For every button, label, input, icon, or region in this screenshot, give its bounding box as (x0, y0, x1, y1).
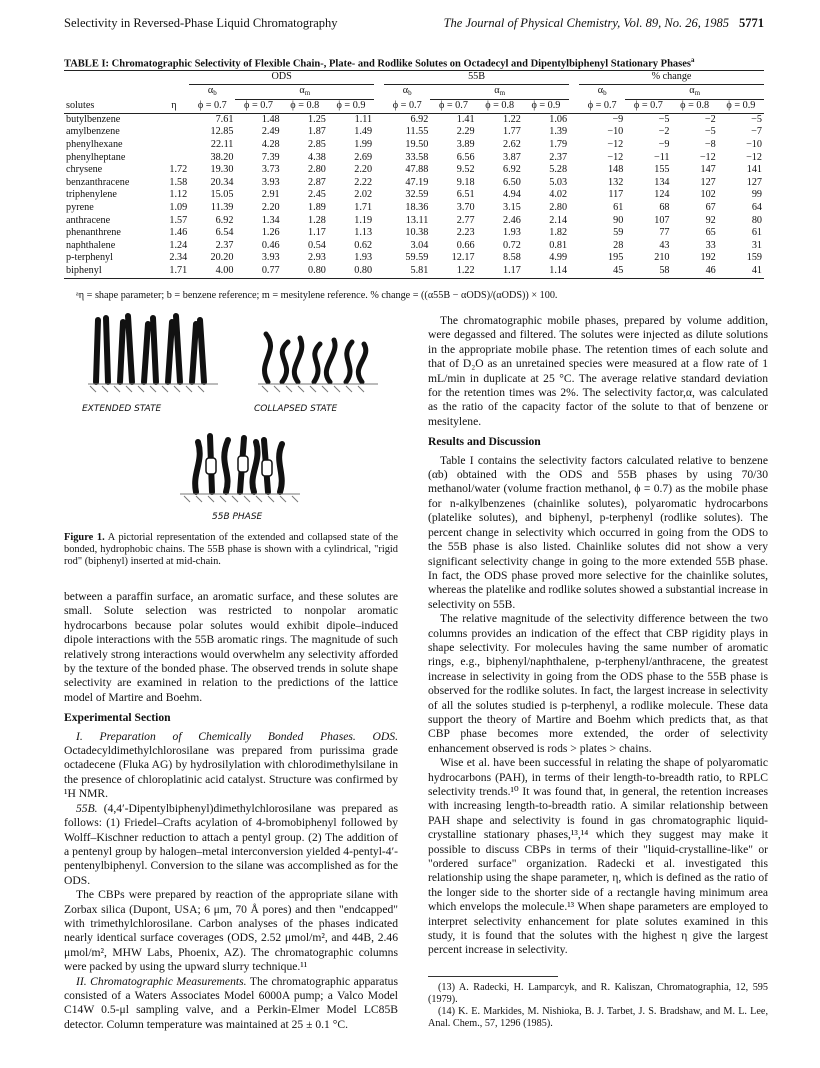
table-row (64, 215, 764, 228)
table-cell: 1.13 (354, 227, 373, 239)
table-cell: 0.80 (328, 265, 374, 278)
solute-name: naphthalene (66, 239, 116, 251)
table-cell: 59.59 (405, 252, 429, 264)
table-caption: TABLE I: Chromatographic Selectivity of Flexible Chain-, Plate- and Rodlike Solutes on Octadecyl and Dipentylbiphenyl Stationary Phases$^a$ (64, 56, 695, 70)
footnotes (428, 976, 768, 1030)
table-cell: 99 (751, 189, 762, 201)
table-cell: 1.48 (235, 113, 281, 126)
table-cell: 0.66 (456, 239, 475, 251)
figure-1 (68, 312, 398, 522)
section-heading-experimental: Experimental Section (64, 711, 171, 725)
table-cell: 47.88 (405, 164, 429, 176)
table-cell: 0.80 (282, 265, 328, 278)
table-cell: 2.62 (502, 138, 521, 150)
table-cell: 1.17 (308, 227, 326, 239)
table-cell: 1.39 (549, 126, 568, 138)
table-row (64, 189, 764, 202)
table-cell: 1.11 (328, 113, 374, 126)
table-cell: 7.61 (189, 113, 235, 126)
table-cell: 117 (608, 189, 624, 201)
table-cell: 4.00 (189, 265, 235, 278)
table-cell: 2.49 (261, 126, 280, 138)
table-cell: 1.14 (523, 265, 569, 278)
table-cell: 0.62 (354, 239, 373, 251)
table-cell: 32.59 (405, 189, 429, 201)
table-cell: 1.49 (354, 126, 373, 138)
table-cell: 2.93 (308, 252, 326, 264)
table-cell: 5.28 (549, 164, 568, 176)
table-row (64, 152, 764, 165)
table-cell: 1.17 (477, 265, 523, 278)
table-cell: 33.58 (405, 151, 429, 163)
solute-name: triphenylene (66, 189, 117, 201)
table-cell: −2 (658, 126, 670, 138)
table-cell: 2.20 (354, 164, 373, 176)
table-cell: 28 (613, 239, 624, 251)
table-cell: 90 (613, 214, 624, 226)
table-cell: 4.02 (549, 189, 568, 201)
table-cell: 8.58 (502, 252, 521, 264)
table-cell: 2.87 (308, 176, 326, 188)
table-cell: 2.91 (261, 189, 280, 201)
table-cell: 41 (718, 265, 764, 278)
table-cell: −8 (704, 138, 716, 150)
table-cell: 3.70 (456, 201, 475, 213)
table-cell: −2 (672, 113, 718, 126)
group-pct-change: % change (579, 71, 764, 85)
table-cell: 12.17 (451, 252, 475, 264)
table-cell: 9.52 (456, 164, 475, 176)
table-cell: 6.50 (502, 176, 521, 188)
table-cell: −10 (746, 138, 762, 150)
table-cell: 80 (751, 214, 762, 226)
table-row (64, 202, 764, 215)
table-cell: −5 (704, 126, 716, 138)
table-cell: 3.73 (261, 164, 280, 176)
paragraph: Wise et al. have been successful in relating the shape of polyaromatic hydrocarbons (PAH), in terms of their length-to-breadth ratio, to RPLC selectivity trends.¹⁰ It was found that, in general, the retention increases with increasing length-to-breadth ratio. A similar relationship between PAH shape and selectivity is found in gas chromatographic liquid-crystalline stationary phases,¹³,¹⁴ which they suggest may make it possible to discuss CBPs in terms of their "liquid-crystalline-like" or "ordered surface" organization. Radecki et al. investigated this relationship using the shape parameter, η, which is defined as the ratio of the longer side to the shorter side of a rectangle having minimum area which envelops the molecule.¹³ When shape parameters are employed to interpret selectivity enhancement for plate solutes examined in this study, it is found that the solutes with the highest η give the largest percent increase in selectivity. (428, 756, 768, 957)
table-cell: 31 (751, 239, 762, 251)
table-cell: 59 (613, 227, 624, 239)
table-cell: 1.24 (169, 239, 188, 251)
table-cell: 6.56 (456, 151, 475, 163)
footnote-13: (13) A. Radecki, H. Lamparcyk, and R. Kaliszan, Chromatographia, 12, 595 (1979). (428, 982, 768, 1005)
table-cell: 2.77 (456, 214, 475, 226)
solute-name: p-terphenyl (66, 252, 113, 264)
table-row (64, 139, 764, 152)
table-cell: 127 (746, 176, 762, 188)
table-cell (159, 126, 190, 139)
table-cell: 2.69 (354, 151, 373, 163)
table-cell: 2.20 (261, 201, 280, 213)
table-cell: 3.04 (410, 239, 429, 251)
table-cell: −9 (579, 113, 625, 126)
table-cell (159, 139, 190, 152)
table-cell: 4.38 (308, 151, 326, 163)
table-cell: 1.41 (430, 113, 476, 126)
table-cell: −12 (607, 138, 624, 150)
table-cell: −11 (653, 151, 670, 163)
table-cell: 92 (705, 214, 716, 226)
table-cell: 4.28 (261, 138, 280, 150)
table-cell: 20.34 (210, 176, 234, 188)
table-cell: 3.89 (456, 138, 475, 150)
paragraph: between a paraffin surface, an aromatic surface, and these solutes are small. Solute selection was restricted to nonpolar aromatic hydrocarbons because polar solutes would exhibit dipole–induced dipole interactions with the 55B aromatic rings. The magnitude of such relatively strong interactions would overwhelm any selectivity afforded by the texture of the bonded phase. The observed trends in solute shape selectivity are examined in relation to the predictions of the lattice model of Martire and Boehm. (64, 590, 398, 704)
table-cell: 2.45 (308, 189, 326, 201)
table-cell: 61 (751, 227, 762, 239)
table-cell: 1.77 (502, 126, 521, 138)
table-cell: 9.18 (456, 176, 475, 188)
table-cell: 68 (659, 201, 670, 213)
paragraph: II. Chromatographic Measurements. The chromatographic apparatus consisted of a Waters Associates Model 6000A pump; a Valco Model C14W 0.5-μl sampling valve, and a Perkin-Elmer Model LC85B detector. Column temperature was maintained at 25 ± 0.1 °C. (64, 974, 398, 1031)
table-cell: 43 (659, 239, 670, 251)
table-cell: 12.85 (210, 126, 234, 138)
table-cell: 102 (700, 189, 716, 201)
solute-name: benzanthracene (66, 176, 130, 188)
right-column (428, 314, 768, 958)
table-cell: 1.34 (261, 214, 280, 226)
table-cell: 6.54 (215, 227, 234, 239)
table-cell: 1.26 (261, 227, 280, 239)
table-cell: 1.71 (354, 201, 373, 213)
table-cell: 77 (659, 227, 670, 239)
table-cell: 1.19 (354, 214, 373, 226)
table-cell: −5 (718, 113, 764, 126)
table-row (64, 240, 764, 253)
table-cell: 5.03 (549, 176, 568, 188)
table-cell: −12 (607, 151, 624, 163)
table-cell: 1.28 (308, 214, 326, 226)
table-cell: 64 (751, 201, 762, 213)
solute-name: amylbenzene (66, 126, 120, 138)
table-cell: 2.23 (456, 227, 475, 239)
solute-name: butylbenzene (64, 113, 159, 126)
table-group-header (64, 71, 764, 85)
table-cell: −7 (751, 126, 762, 138)
table-cell: 1.22 (477, 113, 523, 126)
table-row (64, 164, 764, 177)
label-collapsed-state: COLLAPSED STATE (254, 404, 338, 414)
table-cell (159, 152, 190, 165)
paragraph: The CBPs were prepared by reaction of the appropriate silane with Zorbax silica (Dupont, USA; 6 μm, 70 Å pores) and then "endcapped" with trimethylchlorosilane. Carbon analyses of the phases indicated nearly identical surface coverages (ODS, 2.52 μmol/m², and 44B, 2.46 μmol/m², MHW Labs, Phoenix, AZ). The chromatographic columns were packed by using the upward slurry technique.¹¹ (64, 888, 398, 974)
table-cell: 6.51 (456, 189, 475, 201)
table-cell: 1.89 (308, 201, 326, 213)
table-row (64, 126, 764, 139)
table-cell: 210 (654, 252, 670, 264)
table-cell: 11.39 (210, 201, 234, 213)
solute-name: chrysene (66, 164, 103, 176)
table-cell: 1.12 (169, 189, 188, 201)
table-cell: 1.46 (169, 227, 188, 239)
table-cell: 159 (746, 252, 762, 264)
table-cell: 2.46 (502, 214, 521, 226)
table-cell: 141 (746, 164, 762, 176)
table-cell: 127 (700, 176, 716, 188)
table-cell: 1.93 (354, 252, 373, 264)
table-cell: 1.87 (308, 126, 326, 138)
table-cell: 147 (700, 164, 716, 176)
running-header (64, 16, 764, 36)
table-row (64, 265, 764, 278)
table-row (64, 252, 764, 265)
table-cell: 195 (608, 252, 624, 264)
paragraph: Table I contains the selectivity factors calculated relative to benzene (αb) obtained with the ODS and 55B phases by using 70/30 methanol/water (volume fraction methanol, ϕ = 0.7) as the mobile phase for n-alkylbenzenes (chainlike solutes), polyaromatic hydrocarbons (platelike solutes), and biphenyl, p-terphenyl (rodlike solutes). The percent change in selectivity which occurred in going from the ODS to the 55B phase is also listed. Chainlike solutes did not show a very significant selectivity change in going to the more extended 55B phase. In fact, the ODS phase proved more selective for the chainlike solutes, whereas the platelike and rodlike solutes showed a substantial increase in selectivity on 55B. (428, 453, 768, 611)
table-cell: 2.37 (549, 151, 568, 163)
table-cell: 2.29 (456, 126, 475, 138)
paragraph: 55B. (4,4′-Dipentylbiphenyl)dimethylchlorosilane was prepared as follows: (1) Friedel–Crafts acylation of 4-bromobiphenyl followed by Wolff–Kischner reduction to attach a pentyl group. (2) The addition of a pentenyl group by halogen–metal interconversion yielded 4-pentyl-4′-pentenylbiphenyl. Conversion to the silane was accomplished as for the ODS. (64, 801, 398, 887)
table-cell: −10 (607, 126, 624, 138)
table-cell: 1.82 (549, 227, 568, 239)
table-cell: 5.81 (384, 265, 430, 278)
table-cell: 65 (705, 227, 716, 239)
table-cell: 19.30 (210, 164, 234, 176)
table-cell: 0.54 (308, 239, 326, 251)
table-column-header: solutes η ϕ = 0.7 ϕ = 0.7 ϕ = 0.8 ϕ = 0.9 ϕ = 0.7 ϕ = 0.7 ϕ = 0.8 ϕ = 0.9 ϕ = 0.7 ϕ = 0.7 ϕ = 0.8 ϕ = 0.9 (64, 100, 764, 114)
table-cell: −5 (625, 113, 671, 126)
paragraph: The relative magnitude of the selectivity difference between the two columns provides an indication of the effect that CBP rigidity plays in shape selectivity. For molecules having the same number of aromatic rings, e.g., biphenyl/naphthalene, p-terphenyl/anthracene, the greatest increase in selectivity in going from the ODS phase to the 55B phase is observed for the rodlike solutes. In fact, the largest increase in selectivity of all the solutes studied is p-terphenyl, a rodlike molecule. These data support the theory of Martire and Boehm which predicts that, as that CBP phase becomes more extended, the order of selectivity enhancement observed is rods > plates > chains. (428, 612, 768, 755)
running-title: Selectivity in Reversed-Phase Liquid Chromatography (64, 16, 338, 30)
table-cell: 6.92 (215, 214, 234, 226)
table-cell: −9 (658, 138, 670, 150)
table-cell: 7.39 (261, 151, 280, 163)
table-cell: 155 (654, 164, 670, 176)
table-cell: 2.80 (308, 164, 326, 176)
table-cell: 1.25 (282, 113, 328, 126)
table-cell: 2.34 (169, 252, 188, 264)
table-cell: 0.81 (549, 239, 568, 251)
solute-name: pyrene (66, 201, 94, 213)
table-cell: −12 (699, 151, 716, 163)
table-cell: 107 (654, 214, 670, 226)
solute-name: biphenyl (64, 265, 159, 278)
solute-name: phenylheptane (66, 151, 126, 163)
table-cell: 134 (654, 176, 670, 188)
table-cell: 6.92 (384, 113, 430, 126)
table-cell: 2.37 (215, 239, 234, 251)
table-cell: 1.79 (549, 138, 568, 150)
solute-name: phenylhexane (66, 138, 123, 150)
table-cell: 1.22 (430, 265, 476, 278)
table-cell: 58 (625, 265, 671, 278)
table-cell: 3.87 (502, 151, 521, 163)
group-55b: 55B (384, 71, 569, 85)
table-cell: 0.46 (261, 239, 280, 251)
table-cell: 1.71 (159, 265, 190, 278)
table-cell: 3.93 (261, 176, 280, 188)
label-extended-state: EXTENDED STATE (82, 404, 162, 414)
table-cell: 3.15 (502, 201, 521, 213)
table-cell: 0.72 (502, 239, 521, 251)
table-cell: 1.57 (169, 214, 188, 226)
table-cell: 33 (705, 239, 716, 251)
table-cell: 15.05 (210, 189, 234, 201)
table-cell: 148 (608, 164, 624, 176)
label-55b-phase: 55B PHASE (212, 512, 263, 522)
table-cell: 2.85 (308, 138, 326, 150)
table-cell: 132 (608, 176, 624, 188)
table-cell: 22.11 (210, 138, 234, 150)
journal-citation: The Journal of Physical Chemistry, Vol. 89, No. 26, 1985 5771 (443, 16, 764, 30)
selectivity-table (64, 70, 764, 279)
solute-name: anthracene (66, 214, 111, 226)
paragraph: The chromatographic mobile phases, prepared by volume addition, were degassed and filtered. The solutes were injected as dilute solutions in the appropriate mobile phase. The retention times of each solute and that of D₂O as an unretained species were measured at a flow rate of 1 mL/min in duplicate at 25 °C. The average relative standard deviation for the retention times was 2%. The selectivity factor,α, was calculated as the ratio of the capacity factor of the solute to that of benzene or mesitylene. (428, 314, 768, 428)
table-cell: 13.11 (405, 214, 429, 226)
table-cell: 2.22 (354, 176, 373, 188)
paragraph: I. Preparation of Chemically Bonded Phases. ODS. Octadecyldimethylchlorosilane was prepared from purissima grade octadecene (Fluka AG) by hydrosilylation with chlorodimethylsilane in the presence of chloroplatinic acid catalyst. Structure was confirmed by ¹H NMR. (64, 729, 398, 801)
table-cell: 1.09 (169, 201, 188, 213)
table-cell: 1.93 (502, 227, 521, 239)
table-row (64, 177, 764, 190)
table-footnote: ᵃη = shape parameter; b = benzene reference; m = mesitylene reference. % change = ((α55B − αODS)/(αODS)) × 100. (76, 290, 558, 301)
figure-caption: Figure 1. A pictorial representation of the extended and collapsed state of the bonded, hydrophobic chains. The 55B phase is shown with a cylindrical, "rigid rod" (biphenyl) inserted at mid-chain. (64, 532, 398, 568)
table-cell: 2.14 (549, 214, 568, 226)
table-cell: 18.36 (405, 201, 429, 213)
table-cell: 20.20 (210, 252, 234, 264)
left-column (64, 590, 398, 1032)
table-cell: 11.55 (405, 126, 429, 138)
table-cell: 45 (579, 265, 625, 278)
table-cell: 1.58 (169, 176, 188, 188)
table-cell: 6.92 (502, 164, 521, 176)
table-cell (159, 113, 190, 126)
page-number: 5771 (739, 16, 764, 30)
table-cell: 38.20 (210, 151, 234, 163)
table-cell: 124 (654, 189, 670, 201)
footnote-14: (14) K. E. Markides, M. Nishioka, B. J. Tarbet, J. S. Bradshaw, and M. L. Lee, Anal. Chem., 57, 1296 (1985). (428, 1006, 768, 1029)
table-cell: 46 (672, 265, 718, 278)
table-cell: −12 (746, 151, 762, 163)
table-cell: 2.80 (549, 201, 568, 213)
group-ods: ODS (189, 71, 374, 85)
table-cell: 67 (705, 201, 716, 213)
table-cell: 1.06 (523, 113, 569, 126)
table-cell: 4.99 (549, 252, 568, 264)
table-cell: 47.19 (405, 176, 429, 188)
table-row (64, 227, 764, 240)
table-cell: 1.72 (169, 164, 188, 176)
table-cell: 2.02 (354, 189, 373, 201)
table-cell: 4.94 (502, 189, 521, 201)
table-cell: 19.50 (405, 138, 429, 150)
section-heading-results: Results and Discussion (428, 435, 541, 449)
table-cell: 192 (700, 252, 716, 264)
table-row (64, 113, 764, 126)
table-cell: 3.93 (261, 252, 280, 264)
solute-name: phenanthrene (66, 227, 121, 239)
table-cell: 61 (613, 201, 624, 213)
table-cell: 10.38 (405, 227, 429, 239)
table-alpha-header: $\alpha_b$ $\alpha_m$ $\alpha_b$ $\alpha_m$ $\alpha_b$ $\alpha_m$ (64, 84, 764, 100)
table-cell: 1.99 (354, 138, 373, 150)
table-cell: 0.77 (235, 265, 281, 278)
